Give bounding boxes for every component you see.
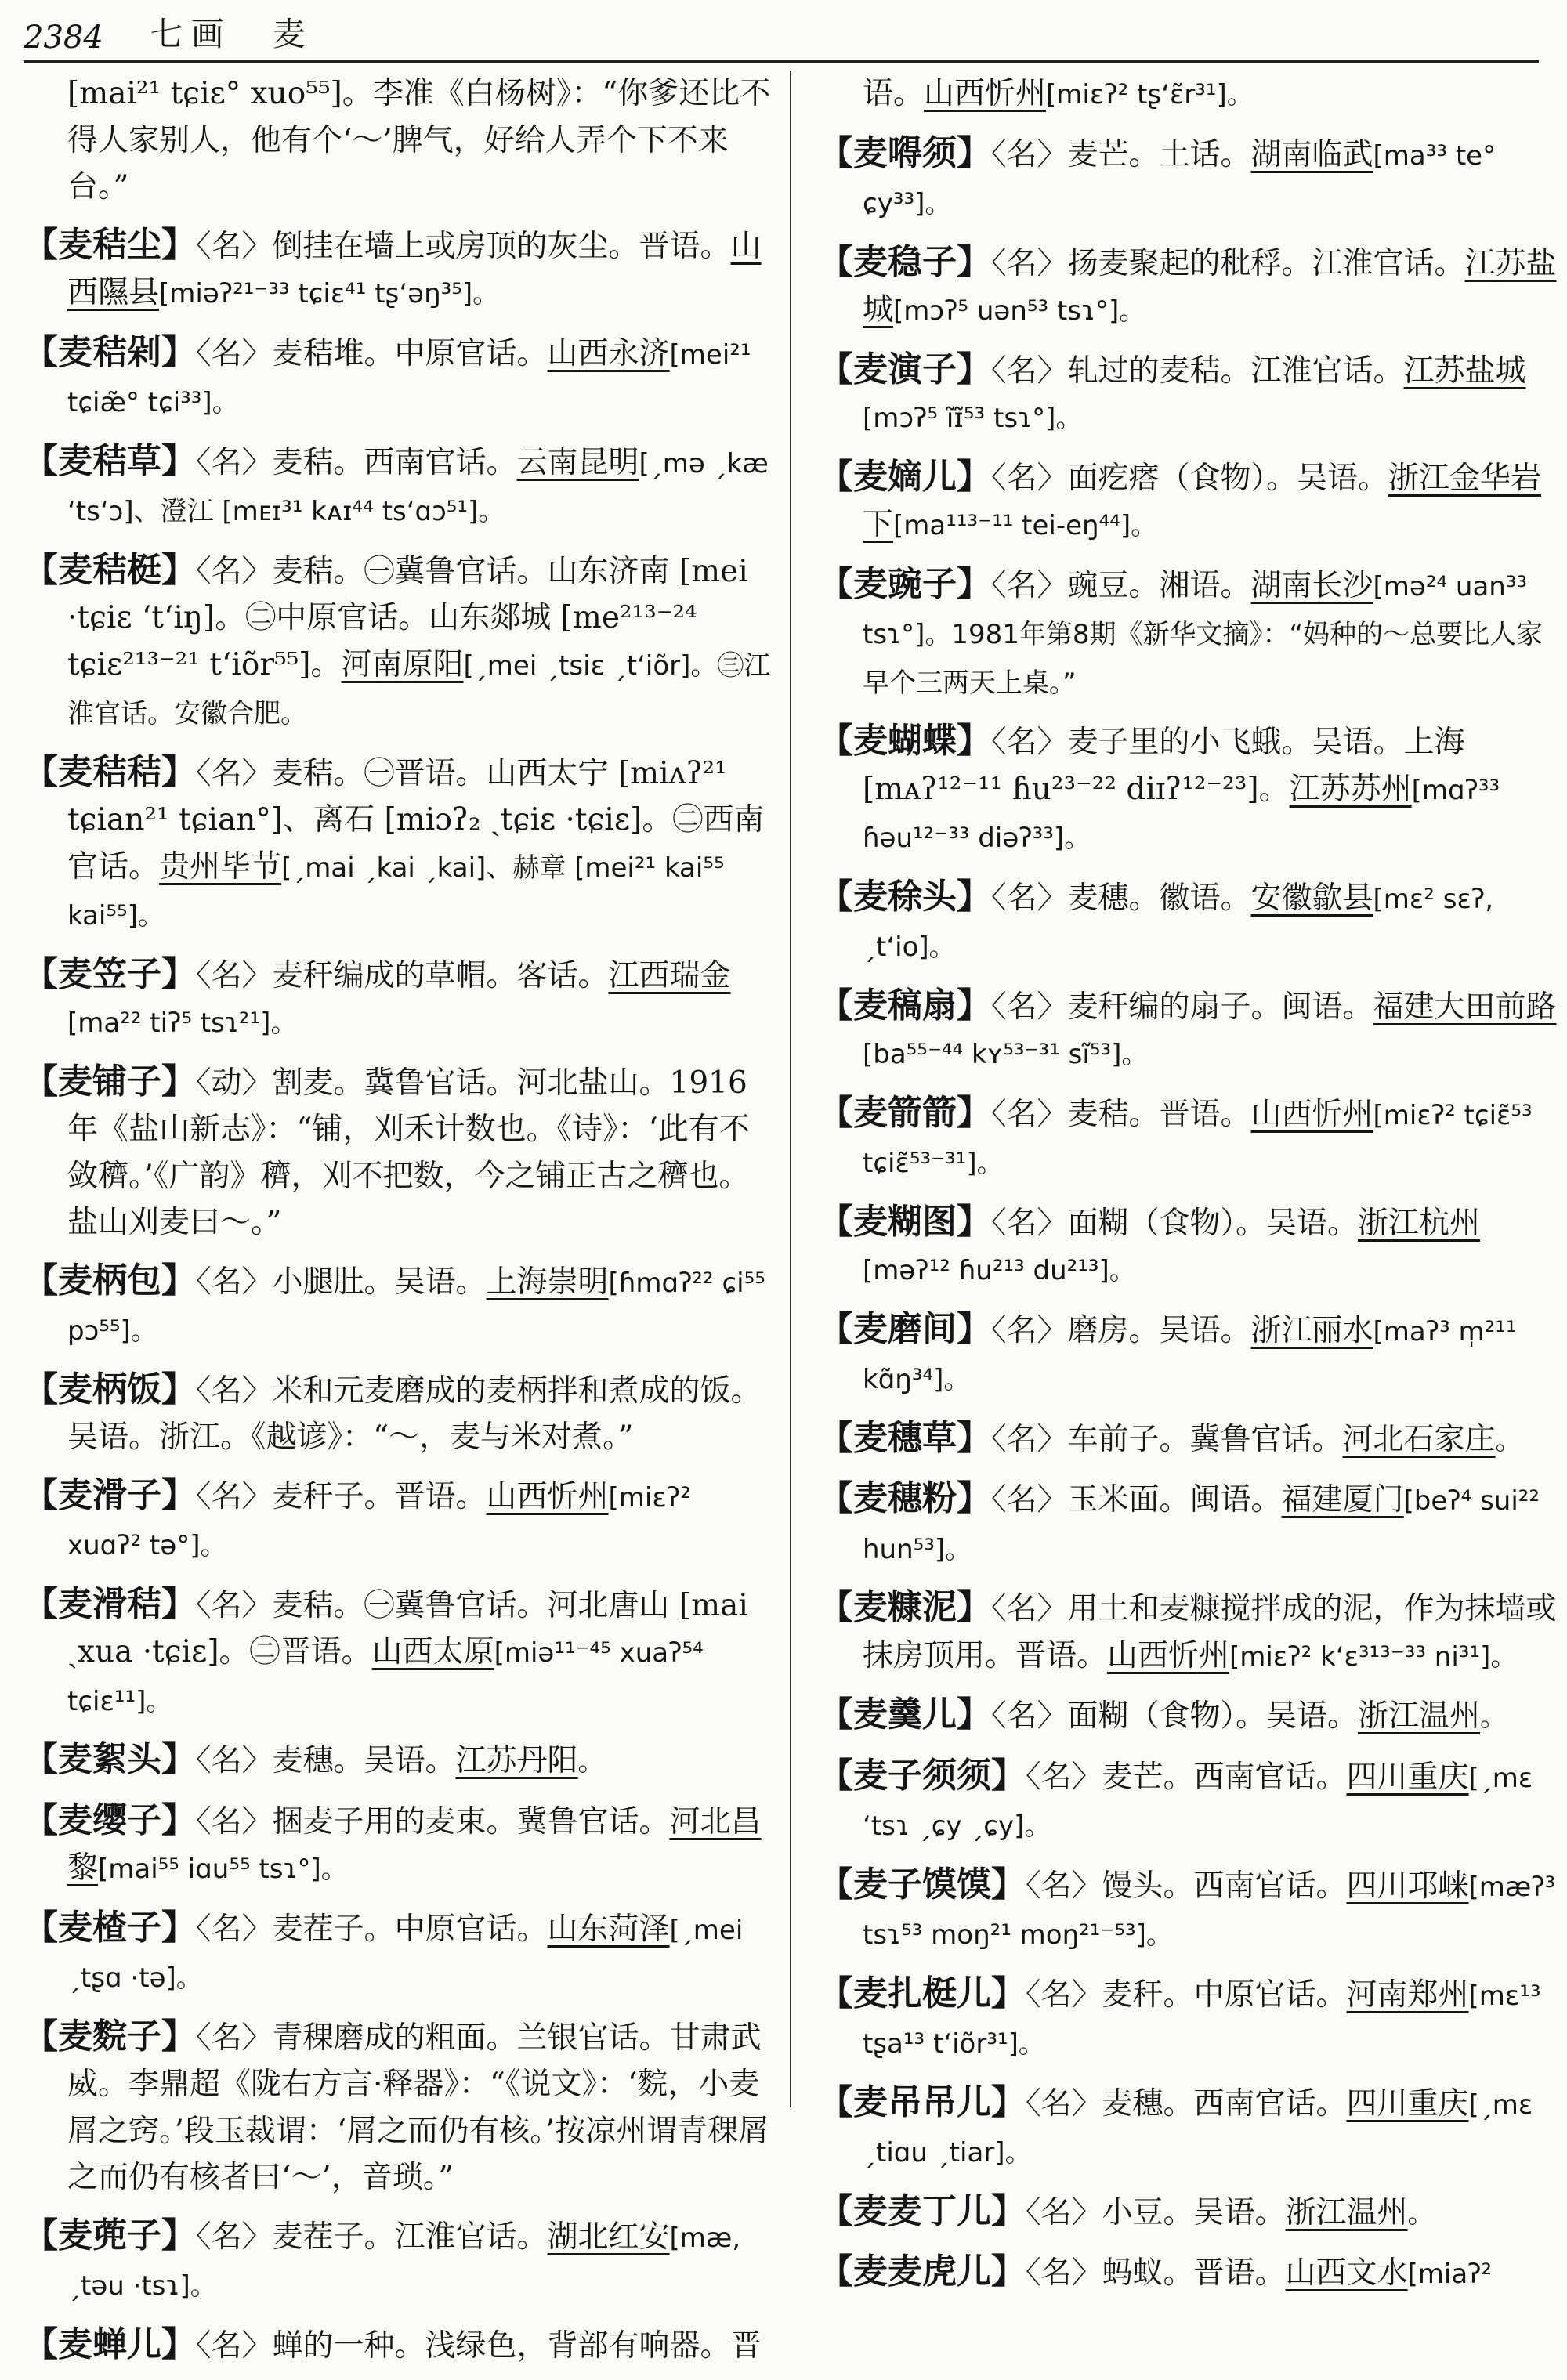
entry-headword: 【麦嘚须】 — [819, 132, 991, 173]
entry-definition: 轧过的麦秸。江淮官话。 — [1067, 353, 1404, 389]
entry-headword: 【麦糊图】 — [819, 1201, 991, 1242]
pronunciation: [ba⁵⁵⁻⁴⁴ kʏ⁵³⁻³¹ sĩ⁵³]。 — [863, 1039, 1149, 1070]
entry-definition: 面疙瘩（食物）。吴语。 — [1067, 460, 1389, 496]
part-of-speech: 〈名〉 — [196, 755, 273, 791]
dictionary-entry — [819, 1090, 1567, 1188]
place-name: 四川重庆 — [1346, 2085, 1469, 2121]
place-name: 四川邛崃 — [1346, 1868, 1469, 1904]
dictionary-entry — [819, 718, 1567, 863]
place-name: 山西永济 — [547, 335, 670, 371]
pronunciation: 。 — [1495, 1424, 1522, 1456]
entry-definition: 语。 — [863, 76, 925, 111]
entry-definition: 面糊（食物）。吴语。 — [1067, 1698, 1359, 1734]
entry-headword: 【麦蝴蝶】 — [819, 721, 991, 761]
part-of-speech: 〈名〉 — [991, 1205, 1068, 1241]
dictionary-entry — [819, 71, 1567, 119]
pronunciation: 。 — [577, 1746, 605, 1778]
entry-definition: 麦秸。㊀冀鲁官话。河北唐山 [mai ˏxua ·tɕiɛ]。㊁晋语。 — [67, 1587, 748, 1669]
entry-definition: 麦秸。晋语。 — [1067, 1096, 1251, 1132]
dictionary-entry — [819, 239, 1567, 335]
place-name: 浙江金华岩下 — [863, 460, 1542, 542]
dictionary-entry — [819, 2188, 1567, 2238]
entry-headword: 【麦稿扇】 — [819, 985, 991, 1025]
entry-definition: 麦秸堆。中原官话。 — [272, 335, 548, 371]
dictionary-entry — [819, 1415, 1567, 1465]
entry-headword: 【麦扎梃儿】 — [819, 1973, 1026, 2013]
part-of-speech: 〈名〉 — [196, 2020, 273, 2056]
dictionary-entry — [24, 1472, 772, 1570]
part-of-speech: 〈名〉 — [991, 1482, 1068, 1517]
place-name: 上海崇明 — [486, 1264, 609, 1300]
dictionary-entry — [24, 547, 772, 738]
dictionary-entry — [819, 561, 1567, 707]
part-of-speech: 〈名〉 — [991, 725, 1068, 760]
pronunciation: 。 — [1480, 1702, 1507, 1733]
place-name: 浙江温州 — [1358, 1698, 1481, 1734]
pronunciation: [miɛʔ² xuɑʔ² tə°]。 — [67, 1481, 691, 1561]
entry-definition: [mai²¹ tɕiɛ° xuo⁵⁵]。李准《白杨树》：“你爹还比不得人家别人，他有个‘～’脾气，好给人弄个下不来台。” — [67, 76, 771, 204]
entry-headword: 【麦磨间】 — [819, 1308, 991, 1349]
entry-headword: 【麦絮头】 — [24, 1739, 196, 1779]
part-of-speech: 〈名〉 — [196, 1587, 273, 1623]
part-of-speech: 〈名〉 — [196, 2219, 273, 2255]
part-of-speech: 〈名〉 — [196, 553, 273, 589]
dictionary-entry — [819, 2079, 1567, 2177]
entry-definition: 青稞磨成的粗面。兰银官话。甘肃武威。李鼎超《陇右方言·释器》：“《说文》：‘䴷，小麦屑之窍。’段玉裁谓：‘屑之而仍有核。’按凉州谓青稞屑之而仍有核者曰‘～’，音琐。” — [67, 2020, 769, 2195]
dictionary-entry — [819, 1199, 1567, 1295]
entry-definition: 麦芒。西南官话。 — [1102, 1759, 1347, 1795]
entry-definition: 麦秸。㊀冀鲁官话。山东济南 [mei ·tɕiɛ ‘t‘iŋ]。㊁中原官话。山东郯城 [me²¹³⁻²⁴ tɕiɛ²¹³⁻²¹ t‘iõr⁵⁵]。 — [67, 553, 748, 682]
place-name: 云南昆明 — [516, 444, 639, 480]
part-of-speech: 〈名〉 — [1026, 1759, 1102, 1795]
place-name: 山东菏泽 — [547, 1911, 670, 1947]
entry-definition: 麦茬子。江淮官话。 — [272, 2219, 548, 2255]
pronunciation: [ˏmei ˏtʂɑ ·tə]。 — [67, 1914, 744, 1994]
entry-definition: 用土和麦糠搅拌成的泥，作为抹墙或抹房顶用。晋语。 — [863, 1591, 1557, 1673]
place-name: 山西忻州 — [924, 76, 1047, 111]
entry-headword: 【麦秸草】 — [24, 440, 196, 481]
place-name: 山西忻州 — [1107, 1637, 1230, 1673]
place-name: 湖北红安 — [547, 2219, 670, 2255]
entry-headword: 【麦嫡儿】 — [819, 456, 991, 497]
entry-headword: 【麦秸梃】 — [24, 549, 196, 590]
pronunciation: [ma¹¹³⁻¹¹ tei-eŋ⁴⁴]。 — [893, 510, 1158, 541]
entry-headword: 【麦子馍馍】 — [819, 1864, 1026, 1904]
entry-headword: 【麦麦虎儿】 — [819, 2252, 1026, 2291]
entry-definition: 麦芒。土话。 — [1067, 136, 1251, 172]
entry-headword: 【麦稳子】 — [819, 241, 991, 282]
part-of-speech: 〈名〉 — [196, 228, 273, 264]
dictionary-entry — [819, 1970, 1567, 2068]
entry-headword: 【麦羹儿】 — [819, 1695, 991, 1734]
entry-headword: 【麦糠泥】 — [819, 1587, 991, 1627]
place-name: 江苏苏州 — [1289, 771, 1412, 807]
left-column — [24, 71, 772, 2380]
dictionary-entry — [819, 346, 1567, 443]
part-of-speech: 〈动〉 — [196, 1065, 273, 1101]
dictionary-entry — [24, 1904, 772, 2002]
dictionary-entry — [24, 71, 772, 211]
part-of-speech: 〈名〉 — [196, 335, 273, 371]
entry-definition: 麦穗。徽语。 — [1067, 880, 1251, 916]
part-of-speech: 〈名〉 — [991, 353, 1068, 389]
dictionary-entry — [24, 438, 772, 536]
dictionary-entry — [24, 1257, 772, 1355]
pronunciation: [miə¹¹⁻⁴⁵ xuaʔ⁵⁴ tɕiɛ¹¹]。 — [67, 1637, 704, 1717]
entry-headword: 【麦演子】 — [819, 349, 991, 389]
entry-definition: 车前子。冀鲁官话。 — [1067, 1421, 1343, 1457]
entry-definition: 蚂蚁。晋语。 — [1102, 2255, 1286, 2291]
part-of-speech: 〈名〉 — [991, 1312, 1068, 1348]
part-of-speech: 〈名〉 — [991, 1698, 1068, 1734]
pronunciation: [miɛʔ² k‘ɛ³¹³⁻³³ ni³¹]。 — [1229, 1640, 1518, 1673]
part-of-speech: 〈名〉 — [1026, 1977, 1102, 2013]
pronunciation: [ˏmɛ ‘tsɿ ˏɕy ˏɕy]。 — [863, 1762, 1533, 1842]
pronunciation: [mɛ² sɛʔ, ˏt‘io]。 — [863, 883, 1493, 963]
part-of-speech: 〈名〉 — [991, 1591, 1068, 1626]
place-name: 山西太原 — [371, 1634, 494, 1669]
entry-headword: 【麦箭箭】 — [819, 1092, 991, 1133]
place-name: 江西瑞金 — [608, 957, 731, 993]
dictionary-entry — [24, 1366, 772, 1461]
dictionary-entry — [24, 222, 772, 318]
dictionary-entry — [819, 874, 1567, 971]
pronunciation: [beʔ⁴ sui²² hun⁵³]。 — [863, 1485, 1540, 1565]
entry-definition: 麦子里的小飞蛾。吴语。上海 [mᴀʔ¹²⁻¹¹ ɦu²³⁻²² diɪʔ¹²⁻²³]。 — [863, 725, 1465, 807]
place-name: 湖南临武 — [1250, 136, 1373, 172]
entry-headword: 【麦穗草】 — [819, 1417, 991, 1458]
pronunciation: [mɔʔ⁵ uən⁵³ tsɿ°]。 — [893, 295, 1146, 327]
place-name: 湖南长沙 — [1250, 567, 1373, 603]
entry-definition: 馒头。西南官话。 — [1102, 1868, 1347, 1904]
entry-definition: 麦穗。吴语。 — [272, 1743, 456, 1778]
entry-definition: 麦穗。西南官话。 — [1102, 2085, 1347, 2121]
entry-definition: 蝉的一种。浅绿色，背部有响器。晋 — [272, 2328, 762, 2364]
column-divider — [790, 71, 791, 2107]
entry-headword: 【麦秸秸】 — [24, 751, 196, 792]
entry-headword: 【麦滑秸】 — [24, 1583, 196, 1624]
pronunciation: [mɛ¹³ tʂa¹³ t‘iõr³¹]。 — [863, 1980, 1541, 2060]
dictionary-entry — [819, 982, 1567, 1079]
place-name: 山西忻州 — [486, 1478, 609, 1514]
entry-headword: 【麦秸剁】 — [24, 331, 196, 372]
part-of-speech: 〈名〉 — [196, 2328, 273, 2364]
part-of-speech: 〈名〉 — [991, 880, 1068, 916]
place-name: 福建大田前路 — [1373, 989, 1557, 1025]
dictionary-entry — [819, 1584, 1567, 1680]
entry-definition: 倒挂在墙上或房顶的灰尘。晋语。 — [272, 228, 731, 264]
place-name: 河南原阳 — [341, 646, 464, 682]
dictionary-entry — [24, 1797, 772, 1894]
part-of-speech: 〈名〉 — [991, 1421, 1068, 1457]
part-of-speech: 〈名〉 — [196, 1373, 273, 1409]
place-name: 四川重庆 — [1346, 1759, 1469, 1795]
entry-headword: 【麦蔸子】 — [24, 2215, 196, 2255]
dictionary-entry — [24, 329, 772, 427]
pronunciation: [mai⁵⁵ iɑu⁵⁵ tsɿ°]。 — [98, 1854, 348, 1885]
entry-headword: 【麦铺子】 — [24, 1061, 196, 1101]
dictionary-entry — [819, 2248, 1567, 2299]
pronunciation: [mɔʔ⁵ ĩɪ̃⁵³ tsɿ°]。 — [863, 403, 1083, 434]
entry-definition: 米和元麦磨成的麦柄拌和煮成的饭。吴语。浙江。《越谚》：“～，麦与米对煮。” — [67, 1373, 762, 1455]
part-of-speech: 〈名〉 — [991, 1096, 1068, 1132]
entry-headword: 【麦麦丁儿】 — [819, 2190, 1026, 2231]
entry-definition: 麦秆子。晋语。 — [272, 1478, 487, 1514]
entry-definition: 磨房。吴语。 — [1067, 1312, 1251, 1348]
entry-headword: 【麦秸尘】 — [24, 224, 196, 265]
dictionary-entry — [819, 130, 1567, 228]
part-of-speech: 〈名〉 — [196, 444, 273, 480]
entry-headword: 【麦豌子】 — [819, 563, 991, 604]
pronunciation: [ˏmə ˏkæ ‘ts‘ɔ]、澄江 [mᴇɪ³¹ kᴀɪ⁴⁴ ts‘ɑɔ⁵¹]。 — [67, 447, 769, 527]
part-of-speech: 〈名〉 — [196, 1911, 273, 1947]
right-column — [819, 71, 1567, 2309]
entry-headword: 【麦蝉儿】 — [24, 2324, 196, 2364]
entry-headword: 【麦柄包】 — [24, 1260, 196, 1300]
pronunciation: [ˏmei ˏtsiɛ ˏt‘iõr]。㊂江淮官话。安徽合肥。 — [67, 649, 771, 729]
part-of-speech: 〈名〉 — [991, 136, 1068, 172]
pronunciation: [miɛʔ² tʂ‘ɛ̃r³¹]。 — [1046, 79, 1254, 110]
place-name: 浙江杭州 — [1358, 1205, 1481, 1241]
part-of-speech: 〈名〉 — [1026, 2085, 1102, 2121]
pronunciation: [ma³³ te° ɕy³³]。 — [863, 139, 1496, 219]
page-header — [24, 11, 1539, 63]
entry-definition: 麦秆编的扇子。闽语。 — [1067, 989, 1373, 1025]
part-of-speech: 〈名〉 — [1026, 2194, 1102, 2230]
pronunciation: [ma²² tiʔ⁵ tsɿ²¹]。 — [67, 1007, 298, 1039]
dictionary-entry — [24, 951, 772, 1047]
dictionary-entry — [819, 1475, 1567, 1573]
part-of-speech: 〈名〉 — [196, 1803, 273, 1839]
place-name: 浙江丽水 — [1250, 1312, 1373, 1348]
pronunciation: [maʔ³ m̩²¹¹ kɑ̃ŋ³⁴]。 — [863, 1315, 1517, 1395]
part-of-speech: 〈名〉 — [1026, 2255, 1102, 2291]
pronunciation: [miaʔ² — [1407, 2259, 1493, 2290]
entry-headword: 【麦子须须】 — [819, 1755, 1026, 1796]
pronunciation: [mæʔ³ tsɿ⁵³ moŋ²¹ moŋ²¹⁻⁵³]。 — [863, 1871, 1556, 1951]
place-name: 山西忻州 — [1250, 1096, 1373, 1132]
place-name: 江苏丹阳 — [455, 1743, 578, 1778]
entry-definition: 麦秸。㊀晋语。山西太宁 [miʌʔ²¹ tɕian²¹ tɕian°]、离石 [miɔʔ₂ ˏtɕiɛ ·tɕiɛ]。㊁西南官话。 — [67, 755, 765, 884]
place-name: 江苏盐城 — [1403, 353, 1526, 389]
entry-definition: 割麦。冀鲁官话。河北盐山。1916年《盐山新志》：“铺，刈禾计数也。《诗》：‘此有不敛穧。’《广韵》穧，刈不把数，今之铺正古之穧也。盐山刈麦曰～。” — [67, 1065, 750, 1240]
dictionary-entry — [24, 2321, 772, 2370]
dictionary-entry — [24, 1058, 772, 1246]
entry-headword: 【麦柄饭】 — [24, 1369, 196, 1409]
pronunciation: [mɑʔ³³ ɦəu¹²⁻³³ diəʔ³³]。 — [863, 774, 1500, 854]
place-name: 安徽歙县 — [1250, 880, 1373, 916]
entry-definition: 麦秆。中原官话。 — [1102, 1977, 1347, 2013]
pronunciation: [məʔ¹² ɦu²¹³ du²¹³]。 — [863, 1255, 1136, 1286]
entry-definition: 面糊（食物）。吴语。 — [1067, 1205, 1359, 1241]
pronunciation: [mei²¹ tɕiæ̃° tɕi³³]。 — [67, 338, 751, 418]
entry-definition: 豌豆。湘语。 — [1067, 567, 1251, 603]
entry-definition: 玉米面。闽语。 — [1067, 1482, 1282, 1517]
place-name: 福建厦门 — [1281, 1482, 1404, 1517]
part-of-speech: 〈名〉 — [991, 567, 1068, 603]
place-name: 河北石家庄 — [1342, 1421, 1496, 1457]
place-name: 河北昌黎 — [67, 1803, 762, 1886]
page-number: 2384 — [24, 20, 103, 56]
pronunciation: [ɦmɑʔ²² ɕi⁵⁵ pɔ⁵⁵]。 — [67, 1267, 765, 1347]
place-name: 河南郑州 — [1346, 1977, 1469, 2013]
entry-headword: 【麦缨子】 — [24, 1799, 196, 1840]
entry-definition: 麦秆编成的草帽。客话。 — [272, 957, 609, 993]
entry-definition: 小腿肚。吴语。 — [272, 1264, 487, 1300]
pronunciation: [mə²⁴ uan³³ tsɿ°]。1981年第8期《新华文摘》：“妈种的～总要比人家早个三两天上桌。” — [863, 570, 1543, 699]
part-of-speech: 〈名〉 — [196, 957, 273, 993]
dictionary-entry — [24, 2212, 772, 2310]
place-name: 山西文水 — [1285, 2255, 1408, 2291]
part-of-speech: 〈名〉 — [1026, 1868, 1102, 1904]
entry-definition: 小豆。吴语。 — [1102, 2194, 1286, 2230]
part-of-speech: 〈名〉 — [196, 1743, 273, 1778]
place-name: 贵州毕节 — [159, 848, 282, 884]
pronunciation: 。 — [1407, 2197, 1435, 2230]
part-of-speech: 〈名〉 — [991, 460, 1068, 496]
entry-definition: 扬麦聚起的秕稃。江淮官话。 — [1067, 245, 1465, 281]
entry-headword: 【麦穗粉】 — [819, 1478, 991, 1518]
dictionary-entry — [24, 1581, 772, 1726]
part-of-speech: 〈名〉 — [196, 1264, 273, 1300]
part-of-speech: 〈名〉 — [991, 989, 1068, 1025]
pronunciation: [mæ, ˏtəu ·tsɿ]。 — [67, 2222, 741, 2302]
entry-headword: 【麦䴷子】 — [24, 2016, 196, 2056]
entry-headword: 【麦稌头】 — [819, 876, 991, 917]
entry-definition: 捆麦子用的麦束。冀鲁官话。 — [272, 1803, 670, 1839]
entry-headword: 【麦笠子】 — [24, 953, 196, 994]
pronunciation: [ˏmɛ ˏtiɑu ˏtiar]。 — [863, 2089, 1533, 2168]
part-of-speech: 〈名〉 — [196, 1478, 273, 1514]
dictionary-entry — [819, 454, 1567, 550]
place-name: 浙江温州 — [1285, 2194, 1408, 2230]
part-of-speech: 〈名〉 — [991, 245, 1068, 281]
dictionary-entry — [819, 1691, 1567, 1742]
dictionary-entry — [819, 1861, 1567, 1959]
dictionary-entry — [24, 749, 772, 940]
pronunciation: [miɛʔ² tɕiɛ̃⁵³ tɕiɛ̃⁵³⁻³¹]。 — [863, 1099, 1533, 1179]
place-name: 江苏盐城 — [863, 245, 1557, 327]
entry-headword: 【麦滑子】 — [24, 1474, 196, 1515]
entry-definition: 麦茬子。中原官话。 — [272, 1911, 548, 1947]
place-name: 山西隰县 — [67, 228, 762, 310]
entry-headword: 【麦楂子】 — [24, 1907, 196, 1948]
running-title: 七画 麦 — [150, 15, 313, 53]
entry-definition: 麦秸。西南官话。 — [272, 444, 517, 480]
pronunciation: [ˏmai ˏkai ˏkai]、赫章 [mei²¹ kai⁵⁵ kai⁵⁵]。 — [67, 852, 725, 931]
dictionary-entry — [819, 1752, 1567, 1850]
pronunciation: [miəʔ²¹⁻³³ tɕiɛ⁴¹ tʂ‘əŋ³⁵]。 — [159, 278, 500, 309]
dictionary-entry — [24, 1736, 772, 1786]
dictionary-entry — [24, 2013, 772, 2201]
dictionary-entry — [819, 1306, 1567, 1404]
entry-headword: 【麦吊吊儿】 — [819, 2082, 1026, 2122]
